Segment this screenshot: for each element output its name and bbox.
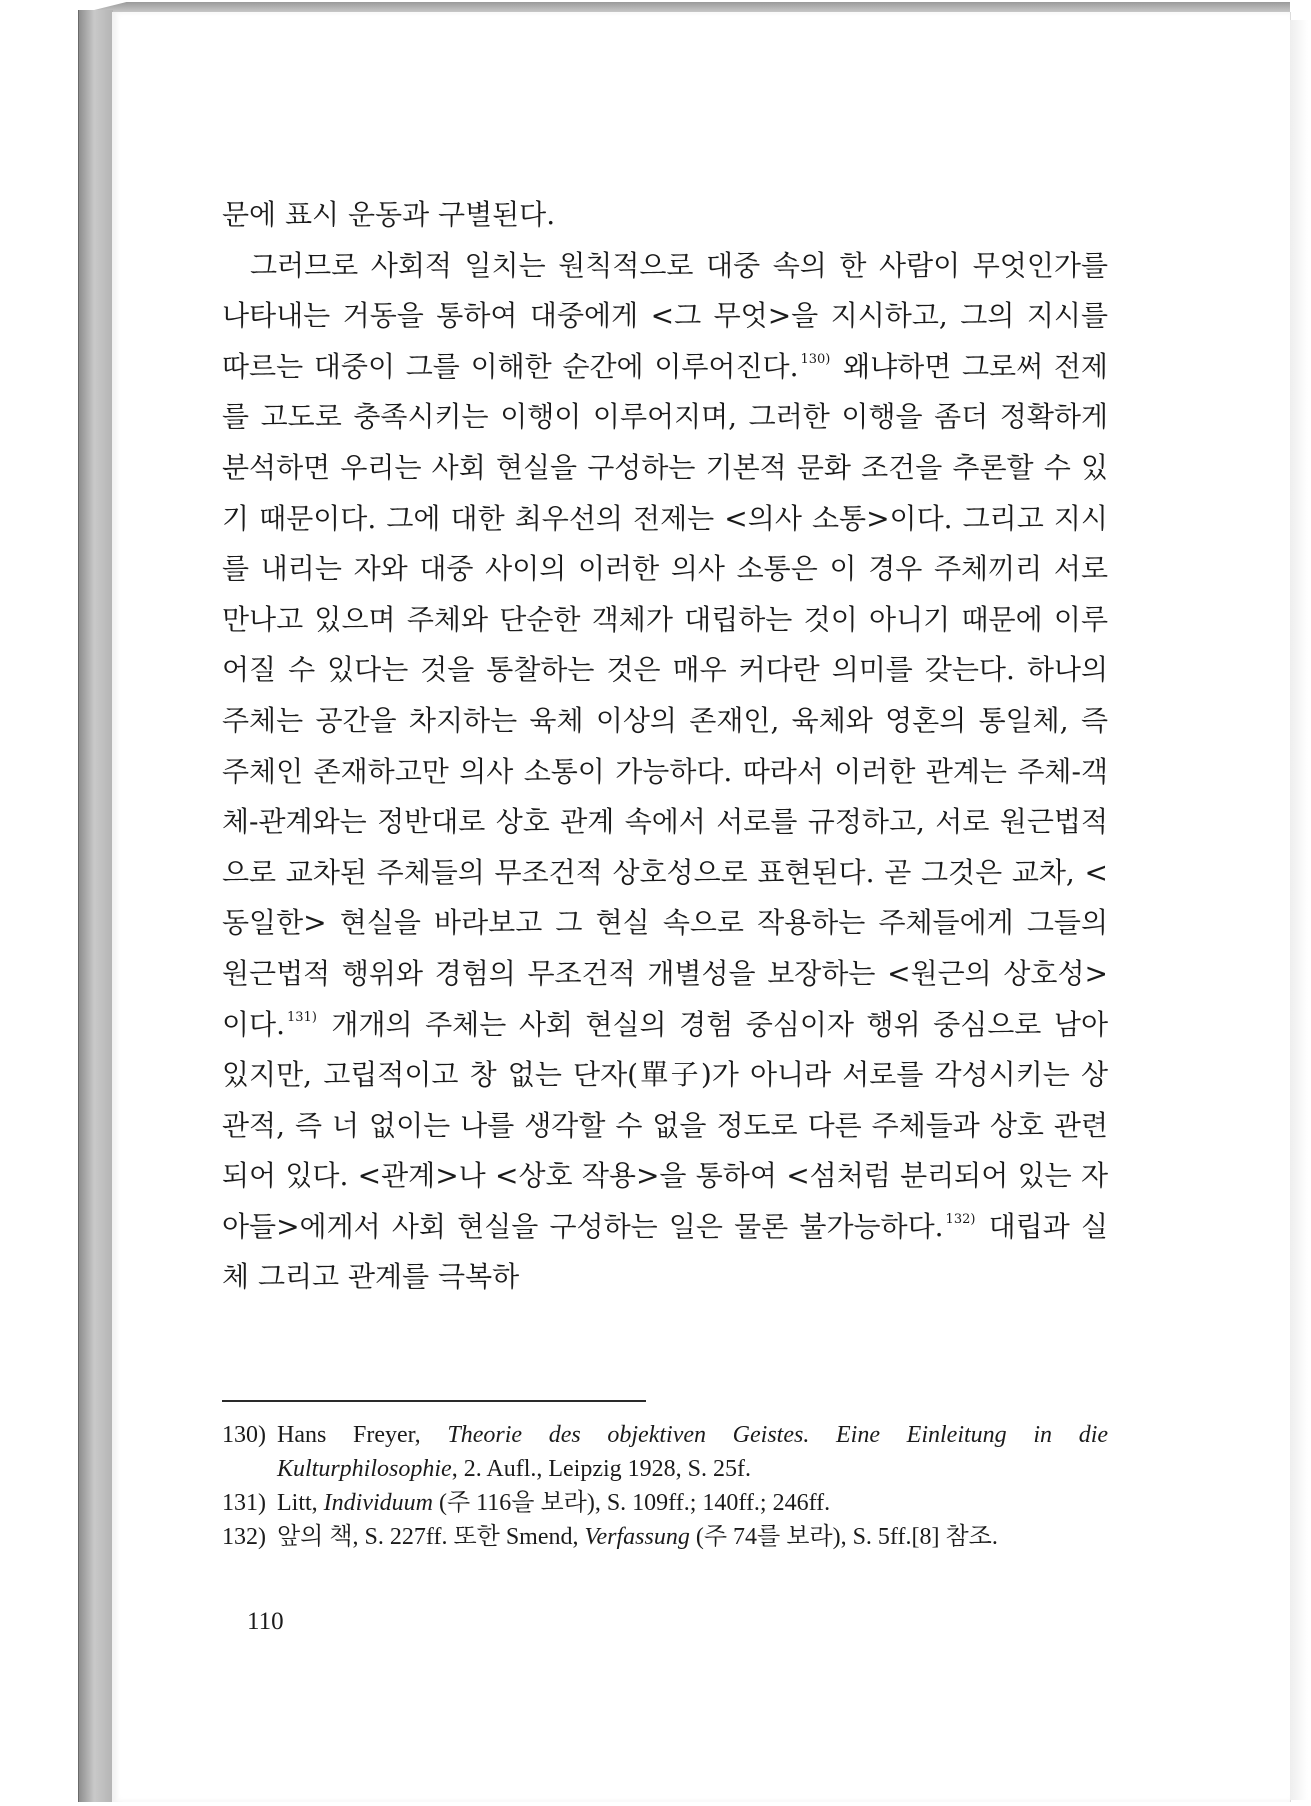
- paragraph-2-part-a: 그러므로 사회적 일치는 원칙적으로 대중 속의 한 사람이 무엇인가를 나타내는 거동을 통하여 대중에게 <그 무엇>을 지시하고, 그의 지시를 따르는 대중이 그를 이해한 순간에 이루어진다.: [222, 248, 1108, 383]
- footnotes: [222, 1418, 1108, 1554]
- body-text: [222, 190, 1108, 1303]
- footnote-text: Litt, Individuum (주 116을 보라), S. 109ff.; 140ff.; 246ff.: [277, 1490, 831, 1516]
- footnote-divider: [222, 1400, 646, 1402]
- footnote-ref-132[interactable]: 132): [945, 1211, 976, 1227]
- paragraph-2: [222, 241, 1108, 1303]
- paragraph-2-part-d: 대립과 실체 그리고 관계를 극복하: [222, 1209, 1108, 1294]
- footnote-text: Hans Freyer, Theorie des objektiven Geistes. Eine Einleitung in die Kulturphilosophie, 2. Aufl., Leipzig 1928, S. 25f.: [277, 1422, 1109, 1482]
- footnote-ref-130[interactable]: 130): [800, 351, 831, 367]
- footnote-number: 132): [222, 1524, 266, 1550]
- footnote-number: 131): [222, 1490, 266, 1516]
- footnote-ref-131[interactable]: 131): [287, 1009, 317, 1025]
- footnote-title: Individuum: [323, 1490, 433, 1516]
- page-number: 110: [247, 1608, 284, 1635]
- footnote-131: [222, 1486, 1108, 1520]
- book-spine: [78, 10, 113, 1802]
- footnote-title: Verfassung: [584, 1524, 690, 1550]
- paragraph-2-part-c: 개개의 주체는 사회 현실의 경험 중심이자 행위 중심으로 남아 있지만, 고립적이고 창 없는 단자(單子)가 아니라 서로를 각성시키는 상관적, 즉 너 없이는 나를 생각할 수 없을 정도로 다른 주체들과 상호 관련되어 있다. <관계>나 <상호 작용>을 통하여 <섬처럼 분리되어 있는 자아들>에게서 사회 현실을 구성하는 일은 물론 불가능하다.: [222, 1007, 1108, 1243]
- footnote-title: Theorie des objektiven Geistes. Eine Einleitung in die Kulturphilosophie: [277, 1422, 1109, 1482]
- footnote-number: 130): [222, 1422, 266, 1448]
- footnote-130: [222, 1418, 1108, 1486]
- paragraph-1: 문에 표시 운동과 구별된다.: [222, 198, 556, 231]
- footnote-132: [222, 1520, 1108, 1554]
- footnote-text: 앞의 책, S. 227ff. 또한 Smend, Verfassung (주 74를 보라), S. 5ff.[8] 참조.: [277, 1524, 998, 1550]
- paragraph-2-part-b: 왜냐하면 그로써 전제를 고도로 충족시키는 이행이 이루어지며, 그러한 이행을 좀더 정확하게 분석하면 우리는 사회 현실을 구성하는 기본적 문화 조건을 추론할 수 있기 때문이다. 그에 대한 최우선의 전제는 <의사 소통>이다. 그리고 지시를 내리는 자와 대중 사이의 이러한 의사 소통은 이 경우 주체끼리 서로 만나고 있으며 주체와 단순한 객체가 대립하는 것이 아니기 때문에 이루어질 수 있다는 것을 통찰하는 것은 매우 커다란 의미를 갖는다. 하나의 주체는 공간을 차지하는 육체 이상의 존재인, 육체와 영혼의 통일체, 즉 주체인 존재하고만 의사 소통이 가능하다. 따라서 이러한 관계는 주체-객체-관계와는 정반대로 상호 관계 속에서 서로를 규정하고, 서로 원근법적으로 교차된 주체들의 무조건적 상호성으로 표현된다. 곧 그것은 교차, <동일한> 현실을 바라보고 그 현실 속으로 작용하는 주체들에게 그들의 원근법적 행위와 경험의 무조건적 개별성을 보장하는 <원근의 상호성>이다.: [222, 349, 1108, 1041]
- page-right-edge: [1290, 20, 1308, 1800]
